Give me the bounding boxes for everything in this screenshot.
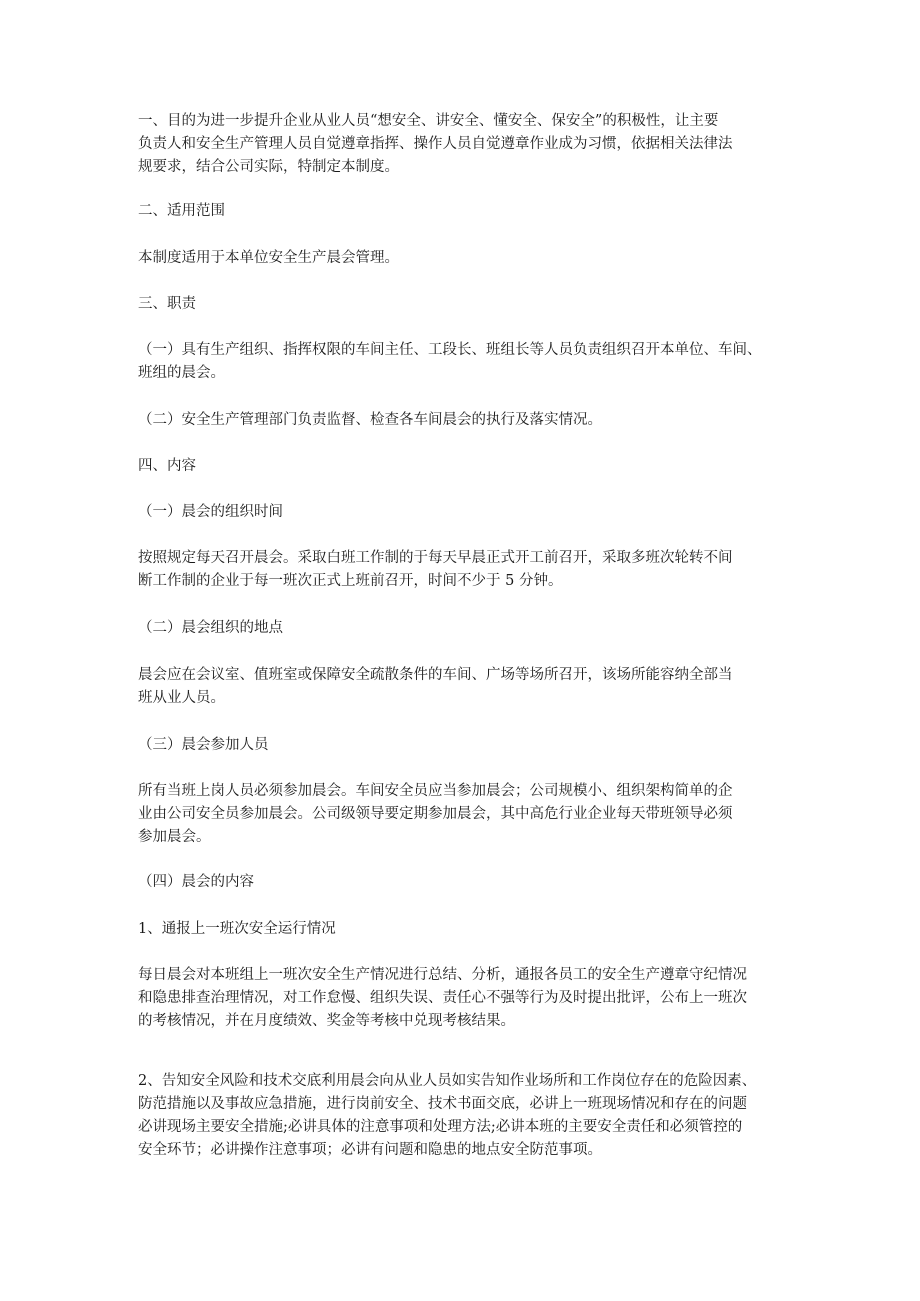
paragraph-line: 二、适用范围 [138, 203, 225, 219]
paragraph-line: 每日晨会对本班组上一班次安全生产情况进行总结、分析，通报各员工的安全生产遵章守纪情况 [138, 967, 747, 983]
paragraph [138, 339, 762, 385]
paragraph-line: 负责人和安全生产管理人员自觉遵章指挥、操作人员自觉遵章作业成为习惯，依据相关法律法 [138, 136, 733, 152]
paragraph-line: 四、内容 [138, 458, 196, 474]
paragraph [138, 409, 602, 432]
paragraph [138, 964, 747, 1033]
paragraph [138, 547, 733, 593]
paragraph [138, 110, 733, 179]
paragraph-line: 班组的晨会。 [138, 365, 225, 381]
paragraph [138, 664, 733, 710]
paragraph [138, 918, 336, 941]
paragraph-line: 参加晨会。 [138, 829, 211, 845]
paragraph-line: （一）晨会的组织时间 [138, 504, 283, 520]
paragraph-line: 防范措施以及事故应急措施，进行岗前安全、技术书面交底，必讲上一班现场情况和存在的问题 [138, 1096, 747, 1112]
paragraph-line: 断工作制的企业于每一班次正式上班前召开，时间不少于 5 分钟。 [138, 573, 563, 589]
paragraph-line: 必讲现场主要安全措施;必讲具体的注意事项和处理方法;必讲本班的主要安全责任和必须管控的 [138, 1119, 743, 1135]
paragraph-line: 规要求，结合公司实际，特制定本制度。 [138, 159, 399, 175]
paragraph-line: （一）具有生产组织、指挥权限的车间主任、工段长、班组长等人员负责组织召开本单位、车间、 [138, 342, 762, 358]
paragraph-line: （二）安全生产管理部门负责监督、检查各车间晨会的执行及落实情况。 [138, 412, 602, 428]
paragraph-line: 的考核情况，并在月度绩效、奖金等考核中兑现考核结果。 [138, 1013, 515, 1029]
paragraph [138, 734, 269, 757]
paragraph [138, 293, 196, 316]
paragraph [138, 200, 225, 223]
paragraph-line: 所有当班上岗人员必须参加晨会。车间安全员应当参加晨会；公司规模小、组织架构简单的企 [138, 783, 733, 799]
paragraph-line: 1、通报上一班次安全运行情况 [138, 921, 336, 937]
paragraph [138, 871, 254, 894]
paragraph-line: 班从业人员。 [138, 690, 225, 706]
paragraph-line: 业由公司安全员参加晨会。公司级领导要定期参加晨会，其中高危行业企业每天带班领导必须 [138, 806, 733, 822]
paragraph [138, 780, 733, 849]
paragraph [138, 247, 399, 270]
paragraph-line: 按照规定每天召开晨会。采取白班工作制的于每天早晨正式开工前召开，采取多班次轮转不间 [138, 550, 733, 566]
paragraph [138, 617, 283, 640]
paragraph [138, 501, 283, 524]
paragraph-line: 一、目的为进一步提升企业从业人员“想安全、讲安全、懂安全、保安全”的积极性，让主要 [138, 113, 719, 129]
paragraph-line: （三）晨会参加人员 [138, 737, 269, 753]
paragraph-line: （二）晨会组织的地点 [138, 620, 283, 636]
paragraph-line: 三、职责 [138, 296, 196, 312]
paragraph-line: 本制度适用于本单位安全生产晨会管理。 [138, 250, 399, 266]
paragraph-line: （四）晨会的内容 [138, 874, 254, 890]
paragraph [138, 1070, 756, 1162]
paragraph-line: 2、告知安全风险和技术交底利用晨会向从业人员如实告知作业场所和工作岗位存在的危险因素、 [138, 1073, 757, 1089]
paragraph [138, 455, 196, 478]
paragraph-line: 安全环节；必讲操作注意事项；必讲有问题和隐患的地点安全防范事项。 [138, 1142, 602, 1158]
paragraph-line: 和隐患排查治理情况，对工作怠慢、组织失误、责任心不强等行为及时提出批评，公布上一班次 [138, 990, 747, 1006]
paragraph-line: 晨会应在会议室、值班室或保障安全疏散条件的车间、广场等场所召开，该场所能容纳全部当 [138, 667, 733, 683]
